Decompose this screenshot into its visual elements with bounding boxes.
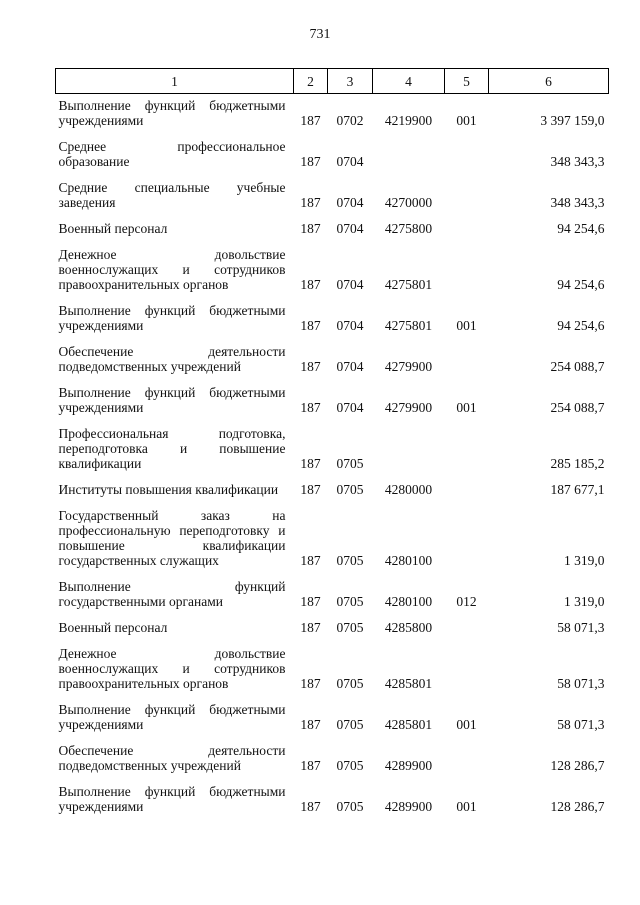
column-header-name: 1: [56, 69, 294, 94]
row-name: Выполнение функций бюджетными учреждениями: [58, 784, 286, 814]
row-section-code: 0705: [336, 594, 364, 609]
row-amount: 348 343,3: [550, 195, 605, 210]
row-name: Денежное довольствие военнослужащих и сотрудников правоохранительных органов: [58, 247, 286, 292]
row-section-code: 0705: [336, 676, 364, 691]
row-expense-type-code: [445, 174, 489, 215]
row-target-article-code: 4285801: [384, 676, 433, 691]
row-name: Выполнение функций государственными органами: [58, 579, 286, 609]
row-amount: 348 343,3: [550, 154, 605, 169]
column-header-expense-type: 5: [445, 69, 489, 94]
row-name: Выполнение функций бюджетными учреждениями: [58, 303, 286, 333]
row-name: Обеспечение деятельности подведомственных учреждений: [58, 344, 286, 374]
table-row: [56, 573, 609, 614]
row-ved-code: 187: [300, 400, 321, 415]
row-target-article-code: [373, 133, 445, 174]
row-section-code: 0705: [336, 758, 364, 773]
row-amount: 94 254,6: [557, 221, 605, 236]
row-amount: 254 088,7: [550, 400, 605, 415]
row-section-code: 0704: [336, 195, 364, 210]
column-header-amount: 6: [489, 69, 609, 94]
budget-table: [55, 68, 609, 819]
row-section-code: 0704: [336, 318, 364, 333]
row-target-article-code: 4280100: [384, 594, 433, 609]
row-section-code: 0704: [336, 277, 364, 292]
row-section-code: 0704: [336, 400, 364, 415]
row-name: Государственный заказ на профессиональную переподготовку и повышение квалификации государственных служащих: [58, 508, 286, 568]
row-amount: 128 286,7: [550, 799, 605, 814]
row-expense-type-code: [445, 133, 489, 174]
row-expense-type-code: [445, 215, 489, 241]
row-amount: 3 397 159,0: [540, 113, 605, 128]
row-name: Обеспечение деятельности подведомственных учреждений: [58, 743, 286, 773]
row-section-code: 0705: [336, 456, 364, 471]
row-amount: 285 185,2: [550, 456, 605, 471]
row-expense-type-code: [445, 502, 489, 573]
table-row: [56, 614, 609, 640]
row-name: Выполнение функций бюджетными учреждениями: [58, 385, 286, 415]
row-target-article-code: 4275801: [384, 318, 433, 333]
row-expense-type-code: [445, 476, 489, 502]
row-name: Среднее профессиональное образование: [58, 139, 286, 169]
row-name: Выполнение функций бюджетными учреждениями: [58, 98, 286, 128]
row-target-article-code: 4289900: [384, 758, 433, 773]
row-amount: 254 088,7: [550, 359, 605, 374]
row-name: Выполнение функций бюджетными учреждениями: [58, 702, 286, 732]
row-expense-type-code: 001: [456, 400, 477, 415]
table-row: [56, 241, 609, 297]
row-amount: 1 319,0: [564, 553, 605, 568]
row-target-article-code: 4275801: [384, 277, 433, 292]
row-ved-code: 187: [300, 221, 321, 236]
row-name: Средние специальные учебные заведения: [58, 180, 286, 210]
row-amount: 58 071,3: [557, 676, 605, 691]
row-ved-code: 187: [300, 456, 321, 471]
row-ved-code: 187: [300, 717, 321, 732]
table-header-row: [56, 69, 609, 94]
row-expense-type-code: 001: [456, 717, 477, 732]
row-amount: 94 254,6: [557, 318, 605, 333]
row-target-article-code: 4279900: [384, 400, 433, 415]
row-target-article-code: 4285800: [384, 620, 433, 635]
row-target-article-code: 4275800: [384, 221, 433, 236]
row-ved-code: 187: [300, 318, 321, 333]
table-row: [56, 737, 609, 778]
row-section-code: 0705: [336, 799, 364, 814]
column-header-section: 3: [328, 69, 373, 94]
table-row: [56, 502, 609, 573]
table-row: [56, 420, 609, 476]
table-row: [56, 696, 609, 737]
row-expense-type-code: [445, 338, 489, 379]
row-name: Профессиональная подготовка, переподготовка и повышение квалификации: [58, 426, 286, 471]
row-amount: 58 071,3: [557, 620, 605, 635]
row-section-code: 0705: [336, 620, 364, 635]
row-section-code: 0705: [336, 553, 364, 568]
row-target-article-code: 4270000: [384, 195, 433, 210]
row-amount: 187 677,1: [550, 482, 605, 497]
row-target-article-code: 4289900: [384, 799, 433, 814]
table-row: [56, 94, 609, 134]
row-name: Институты повышения квалификации: [58, 482, 279, 497]
row-section-code: 0702: [336, 113, 364, 128]
row-name: Военный персонал: [58, 620, 168, 635]
row-ved-code: 187: [300, 594, 321, 609]
row-expense-type-code: [445, 640, 489, 696]
row-expense-type-code: [445, 737, 489, 778]
row-target-article-code: [373, 420, 445, 476]
page-number: 731: [309, 27, 331, 42]
row-section-code: 0705: [336, 717, 364, 732]
row-ved-code: 187: [300, 676, 321, 691]
row-expense-type-code: 001: [456, 799, 477, 814]
table-row: [56, 133, 609, 174]
row-expense-type-code: 012: [456, 594, 477, 609]
row-expense-type-code: [445, 241, 489, 297]
row-section-code: 0704: [336, 154, 364, 169]
row-ved-code: 187: [300, 277, 321, 292]
row-amount: 1 319,0: [564, 594, 605, 609]
table-row: [56, 640, 609, 696]
row-ved-code: 187: [300, 758, 321, 773]
row-name: Денежное довольствие военнослужащих и сотрудников правоохранительных органов: [58, 646, 286, 691]
table-row: [56, 379, 609, 420]
row-ved-code: 187: [300, 799, 321, 814]
row-amount: 128 286,7: [550, 758, 605, 773]
row-target-article-code: 4285801: [384, 717, 433, 732]
row-expense-type-code: 001: [456, 113, 477, 128]
row-ved-code: 187: [300, 154, 321, 169]
row-target-article-code: 4219900: [384, 113, 433, 128]
table-row: [56, 174, 609, 215]
row-ved-code: 187: [300, 482, 321, 497]
table-row: [56, 297, 609, 338]
row-expense-type-code: 001: [456, 318, 477, 333]
row-section-code: 0704: [336, 221, 364, 236]
row-section-code: 0705: [336, 482, 364, 497]
row-amount: 94 254,6: [557, 277, 605, 292]
row-ved-code: 187: [300, 553, 321, 568]
row-ved-code: 187: [300, 195, 321, 210]
row-expense-type-code: [445, 420, 489, 476]
row-ved-code: 187: [300, 620, 321, 635]
table-body: [56, 94, 609, 820]
row-target-article-code: 4280100: [384, 553, 433, 568]
row-name: Военный персонал: [58, 221, 168, 236]
row-section-code: 0704: [336, 359, 364, 374]
table-row: [56, 338, 609, 379]
table-row: [56, 778, 609, 819]
row-target-article-code: 4280000: [384, 482, 433, 497]
table-row: [56, 476, 609, 502]
row-expense-type-code: [445, 614, 489, 640]
column-header-ved: 2: [294, 69, 328, 94]
row-ved-code: 187: [300, 359, 321, 374]
row-target-article-code: 4279900: [384, 359, 433, 374]
row-ved-code: 187: [300, 113, 321, 128]
column-header-target-article: 4: [373, 69, 445, 94]
table-row: [56, 215, 609, 241]
row-amount: 58 071,3: [557, 717, 605, 732]
